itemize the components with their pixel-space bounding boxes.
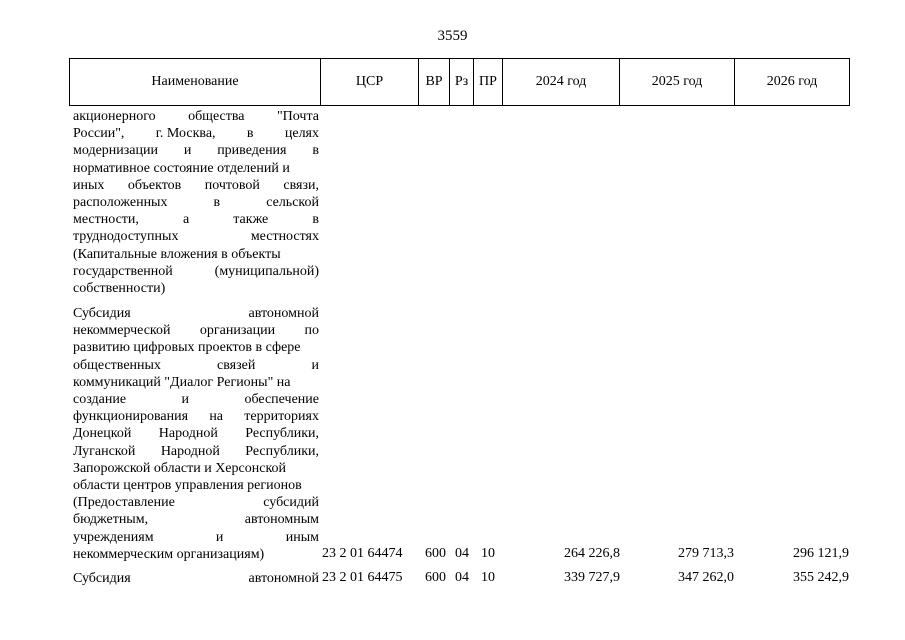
description-word: сельской — [266, 195, 319, 211]
description-word: Луганской — [73, 443, 136, 459]
page-number: 3559 — [437, 28, 468, 44]
description-word: общественных — [73, 357, 161, 373]
table-header — [69, 58, 850, 106]
description-word: г. Москва, — [155, 126, 216, 142]
row-2026-value: 296 121,9 — [793, 546, 849, 561]
description-word: объектов — [127, 177, 182, 193]
description-line — [73, 374, 319, 391]
row-vr: 600 — [425, 570, 446, 585]
header-2024: 2024 год — [503, 59, 620, 105]
description-line — [73, 425, 319, 442]
header-rz: Рз — [450, 59, 474, 105]
header-pr: ПР — [474, 59, 503, 105]
description-word: целях — [284, 126, 319, 142]
description-line — [73, 280, 319, 297]
description-word: (Капитальные вложения в объекты — [73, 246, 281, 262]
description-word: Республики, — [245, 426, 319, 442]
description-word: субсидий — [263, 495, 319, 511]
description-line — [73, 177, 319, 194]
description-word: в — [312, 212, 319, 228]
description-word: собственности) — [73, 281, 166, 297]
description-word: обеспечение — [244, 392, 319, 408]
description-line — [73, 246, 319, 263]
description-word: государственной — [73, 263, 173, 279]
header-2026: 2026 год — [766, 74, 818, 89]
description-word: расположенных — [73, 195, 168, 211]
description-line — [73, 211, 319, 228]
description-line — [73, 494, 319, 511]
description-word: "Почта — [276, 109, 319, 124]
description-word: России", — [73, 126, 125, 142]
description-word: создание — [73, 392, 127, 408]
description-line — [73, 570, 319, 587]
description-word: учреждениям — [73, 529, 154, 545]
description-line — [73, 460, 319, 477]
header-2025: 2025 год — [620, 59, 735, 105]
description-line — [73, 391, 319, 408]
header-csr: ЦСР — [321, 59, 419, 105]
row-rz: 04 — [455, 546, 469, 561]
description-word: и — [181, 392, 189, 408]
description-word: бюджетным, — [73, 512, 149, 528]
row-2025-value: 279 713,3 — [678, 546, 734, 561]
description-line — [73, 263, 319, 280]
description-word: Запорожской области и Херсонской — [73, 460, 287, 476]
description-line — [73, 228, 319, 245]
description-line — [73, 511, 319, 528]
description-word: в — [213, 195, 221, 211]
description-word: функционирования — [73, 409, 189, 425]
description-word: некоммерческим организациям) — [73, 546, 265, 562]
description-word: автономной — [248, 306, 319, 321]
description-word: на — [209, 409, 224, 425]
row-vr: 600 — [425, 546, 446, 561]
description-word: акционерного — [73, 109, 156, 124]
description-word: в — [246, 126, 254, 142]
description-word: местностях — [250, 229, 319, 245]
description-word: также — [233, 212, 269, 228]
description-line — [73, 339, 319, 356]
description-word: местности, — [73, 212, 139, 228]
description-line — [73, 529, 319, 546]
description-line — [73, 546, 319, 563]
description-word: автономным — [244, 512, 319, 528]
row-2025-value: 347 262,0 — [678, 570, 734, 585]
description-line — [73, 443, 319, 460]
description-word: модернизации — [73, 143, 158, 159]
description-word: Народной — [158, 426, 218, 442]
description-word: развитию цифровых проектов в сфере — [73, 340, 301, 356]
description-line — [73, 142, 319, 159]
header-name: Наименование — [70, 59, 321, 105]
description-word: автономной — [248, 571, 319, 586]
description-line — [73, 322, 319, 339]
description-line — [73, 477, 319, 494]
row-2026-value: 355 242,9 — [793, 570, 849, 585]
description-line — [73, 194, 319, 211]
row-csr: 23 2 01 64474 — [322, 546, 403, 561]
description-line — [73, 357, 319, 374]
description-line — [73, 408, 319, 425]
description-word: связей — [217, 357, 256, 373]
description-word: и — [311, 357, 319, 373]
row-2024-value: 264 226,8 — [564, 546, 620, 561]
description-line — [73, 160, 319, 177]
description-word: связи, — [283, 177, 319, 193]
description-word: приведения — [217, 143, 287, 159]
description-line — [73, 125, 319, 142]
row-description — [73, 108, 319, 297]
row-pr: 10 — [481, 546, 495, 561]
description-word: и — [215, 529, 224, 545]
row-description — [73, 570, 319, 587]
description-word: области центров управления регионов — [73, 478, 302, 494]
description-word: иным — [285, 529, 319, 545]
description-word: почтовой — [204, 177, 260, 193]
description-word: труднодоступных — [73, 229, 179, 245]
description-word: (муниципальной) — [214, 263, 319, 279]
description-word: организации — [199, 323, 276, 339]
row-csr: 23 2 01 64475 — [322, 570, 403, 585]
row-description — [73, 305, 319, 563]
row-rz: 04 — [455, 570, 469, 585]
description-word: Народной — [160, 443, 220, 459]
description-word: нормативное состояние отделений и — [73, 160, 290, 176]
description-word: в — [312, 143, 319, 159]
description-word: Республики, — [245, 443, 319, 459]
description-word: иных — [73, 177, 105, 193]
description-word: по — [304, 323, 319, 339]
description-word: некоммерческой — [73, 323, 171, 339]
description-line — [73, 108, 319, 125]
description-word: а — [182, 212, 190, 228]
description-word: Субсидия — [73, 571, 131, 586]
description-line — [73, 305, 319, 322]
description-word: (Предоставление — [73, 495, 175, 511]
header-vr: ВР — [419, 59, 450, 105]
description-word: Субсидия — [73, 306, 131, 321]
description-word: коммуникаций "Диалог Регионы" на — [73, 374, 291, 390]
description-word: и — [183, 143, 192, 159]
description-word: Донецкой — [73, 426, 132, 442]
row-2024-value: 339 727,9 — [564, 570, 620, 585]
description-word: общества — [188, 109, 245, 124]
description-word: территориях — [244, 409, 319, 425]
row-pr: 10 — [481, 570, 495, 585]
